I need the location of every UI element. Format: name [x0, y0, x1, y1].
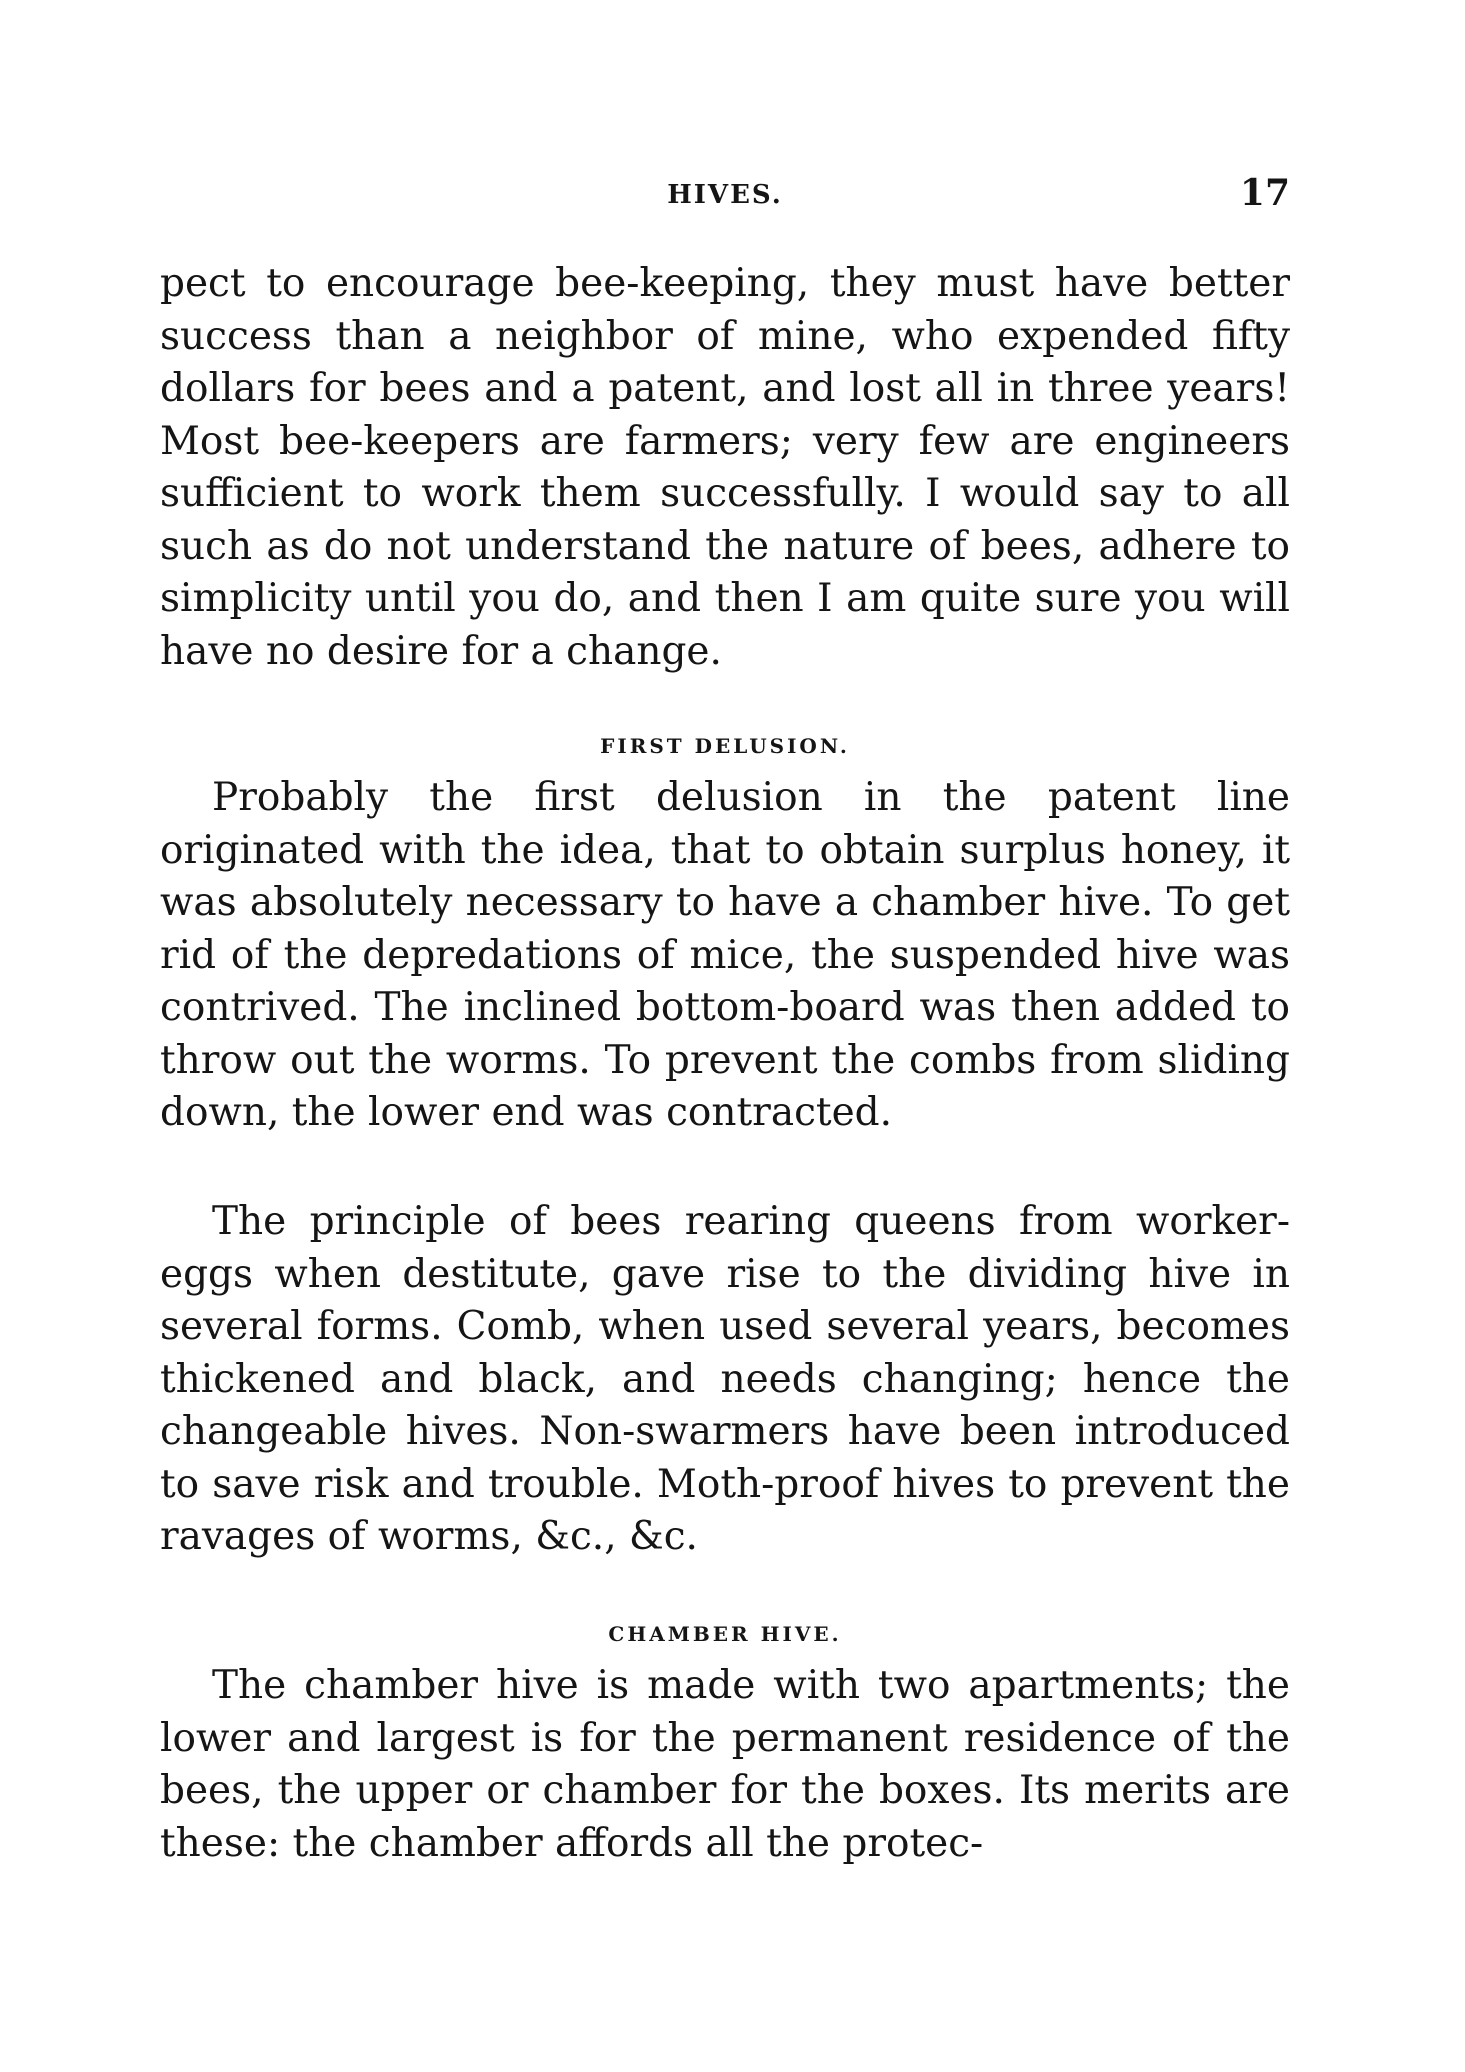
- page-number: 17: [1239, 172, 1290, 214]
- running-title: HIVES.: [667, 180, 783, 210]
- paragraph-principle-of-bees: The principle of bees rearing queens from worker-eggs when destitute, gave rise to the dividing hive in several forms. Comb, when used several years, becomes thickened and black, and needs changing; hence the changeable hives. Non-swarmers have been introduced to save risk and trouble. Moth-proof hives to prevent the ravages of worms, &c., &c.: [160, 1199, 1290, 1559]
- running-head: [160, 172, 1290, 222]
- paragraph-continuation: pect to encourage bee-keeping, they must have better success than a neighbor of mine, who expended fifty dollars for bees and a patent, and lost all in three years! Most bee-keepers are farmers; very few are engineers sufficient to work them successfully. I would say to all such as do not understand the nature of bees, adhere to simplicity until you do, and then I am quite sure you will have no desire for a change.: [160, 261, 1290, 674]
- section-heading-first-delusion: FIRST DELUSION.: [600, 734, 850, 758]
- paragraph-first-delusion: Probably the first delusion in the patent line originated with the idea, that to obtain surplus honey, it was absolutely necessary to have a chamber hive. To get rid of the depredations of mice, the suspended hive was contrived. The inclined bottom-board was then added to throw out the worms. To prevent the combs from sliding down, the lower end was contracted.: [160, 775, 1290, 1135]
- paragraph-chamber-hive: The chamber hive is made with two apartments; the lower and largest is for the permanent residence of the bees, the upper or chamber for the boxes. Its merits are these: the chamber affords all the protec-: [160, 1663, 1290, 1866]
- section-heading-chamber-hive: CHAMBER HIVE.: [608, 1622, 842, 1646]
